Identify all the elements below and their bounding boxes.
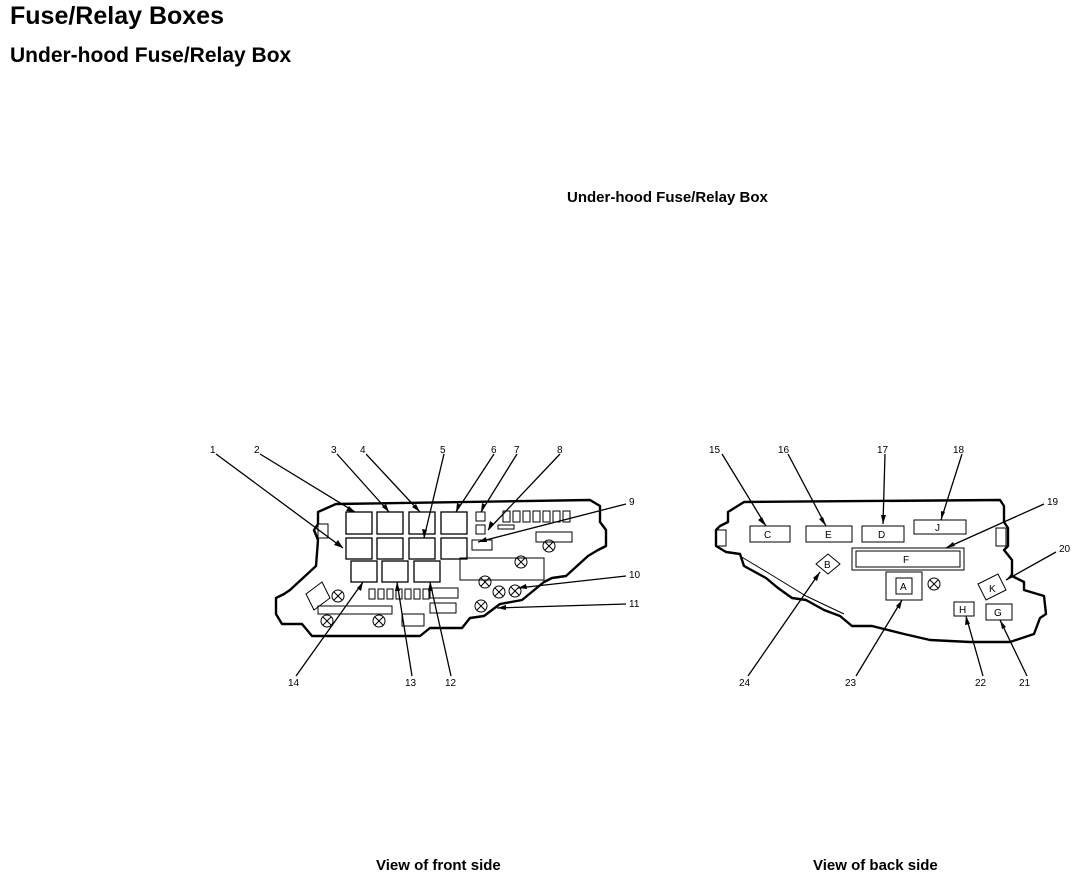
connector-j-label: J	[935, 523, 940, 534]
callout-15: 15	[709, 445, 721, 456]
callout-17: 17	[877, 445, 889, 456]
connector-d-label: D	[878, 530, 886, 541]
callout-7: 7	[514, 445, 520, 456]
callout-1: 1	[210, 445, 216, 456]
callout-12: 12	[445, 678, 457, 689]
callout-10: 10	[629, 570, 641, 581]
callout-13: 13	[405, 678, 417, 689]
callout-16: 16	[778, 445, 790, 456]
connector-a-label: A	[900, 582, 907, 593]
callout-14: 14	[288, 678, 300, 689]
connector-h-label: H	[959, 605, 967, 616]
page-title: Fuse/Relay Boxes	[10, 2, 224, 30]
callout-24: 24	[739, 678, 751, 689]
connector-g-label: G	[994, 608, 1002, 619]
callout-21: 21	[1019, 678, 1031, 689]
callout-4: 4	[360, 445, 366, 456]
callout-9: 9	[629, 497, 635, 508]
back-caption: View of back side	[813, 857, 938, 874]
callout-19: 19	[1047, 497, 1059, 508]
callout-5: 5	[440, 445, 446, 456]
callout-6: 6	[491, 445, 497, 456]
section-title: Under-hood Fuse/Relay Box	[10, 44, 292, 67]
back-view	[709, 445, 1071, 689]
callout-22: 22	[975, 678, 987, 689]
callout-3: 3	[331, 445, 337, 456]
callout-23: 23	[845, 678, 857, 689]
figure-title: Under-hood Fuse/Relay Box	[567, 189, 768, 206]
callout-8: 8	[557, 445, 563, 456]
connector-f-label: F	[903, 555, 910, 566]
connector-b-label: B	[824, 560, 831, 571]
front-caption: View of front side	[376, 857, 501, 874]
connector-c-label: C	[764, 530, 772, 541]
callout-2: 2	[254, 445, 260, 456]
callout-18: 18	[953, 445, 965, 456]
callout-20: 20	[1059, 544, 1071, 555]
connector-e-label: E	[825, 530, 832, 541]
callout-11: 11	[629, 599, 640, 610]
front-view	[210, 445, 641, 689]
connector-k-label: K	[989, 584, 996, 595]
